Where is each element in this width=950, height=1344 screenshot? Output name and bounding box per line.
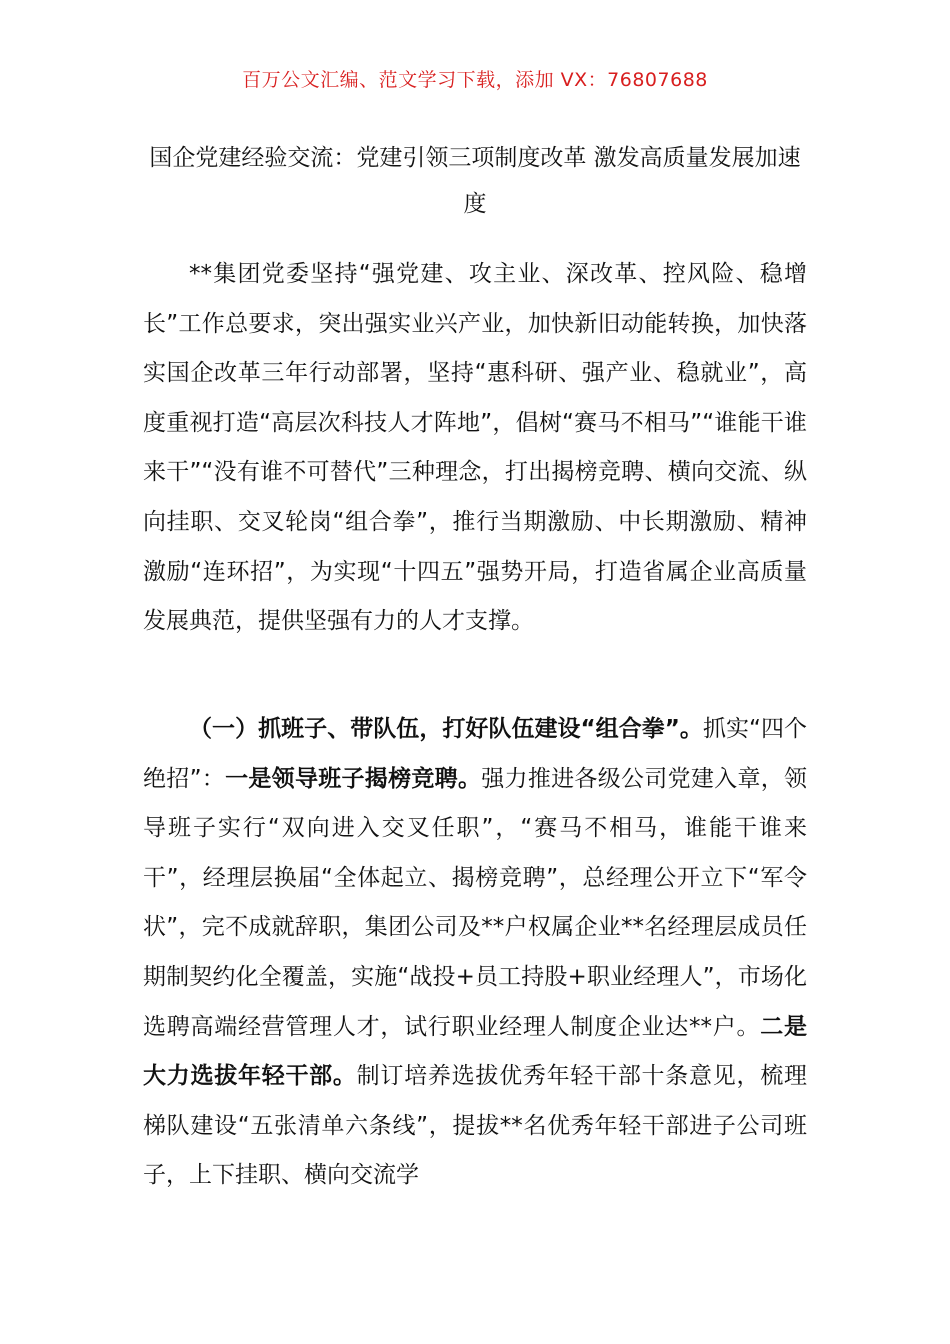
section-heading: （一）抓班子、带队伍，打好队伍建设“组合拳”。 (189, 716, 703, 742)
download-notice: 百万公文汇编、范文学习下载，添加 VX：76807688 (242, 69, 708, 91)
body-section-team-building (143, 705, 807, 1201)
paragraph-intro: **集团党委坚持“强党建、攻主业、深改革、控风险、稳增长”工作总要求，突出强实业兴产业，加快新旧动能转换，加快落实国企改革三年行动部署，坚持“惠科研、强产业、稳就业”，高度重视打造“高层次科技人才阵地”，倡树“赛马不相马”“谁能干谁来干”“没有谁不可替代”三种理念，打出揭榜竞聘、横向交流、纵向挂职、交叉轮岗“组合拳”，推行当期激励、中长期激励、精神激励“连环招”，为实现“十四五”强势开局，打造省属企业高质量发展典范，提供坚强有力的人才支撑。 (143, 261, 807, 635)
point-1-title: 一是领导班子揭榜竞聘。 (225, 765, 482, 792)
paragraph-text-1: 抓实“四个绝招”： (143, 716, 807, 792)
document-title: 国企党建经验交流：党建引领三项制度改革 激发高质量发展加速度 (149, 145, 801, 217)
point-2-title: 二是大力选拔年轻干部。 (143, 1013, 808, 1090)
paragraph-text-2: 强力推进各级公司党建入章，领导班子实行“双向进入交叉任职”，“赛马不相马，谁能干谁来干”，经理层换届“全体起立、揭榜竞聘”，总经理公开立下“军令状”，完不成就辞职，集团公司及**户权属企业**名经理层成员任期制契约化全覆盖，实施“战投+员工持股+职业经理人”，市场化选聘高端经营管理人才，试行职业经理人制度企业达**户。 (143, 765, 808, 1040)
body-section-intro (143, 250, 807, 647)
paragraph-team-building (143, 705, 807, 1201)
paragraph-text-3: 制订培养选拔优秀年轻干部十条意见，梳理梯队建设“五张清单六条线”，提拔**名优秀年轻干部进子公司班子，上下挂职、横向交流学 (143, 1063, 808, 1189)
